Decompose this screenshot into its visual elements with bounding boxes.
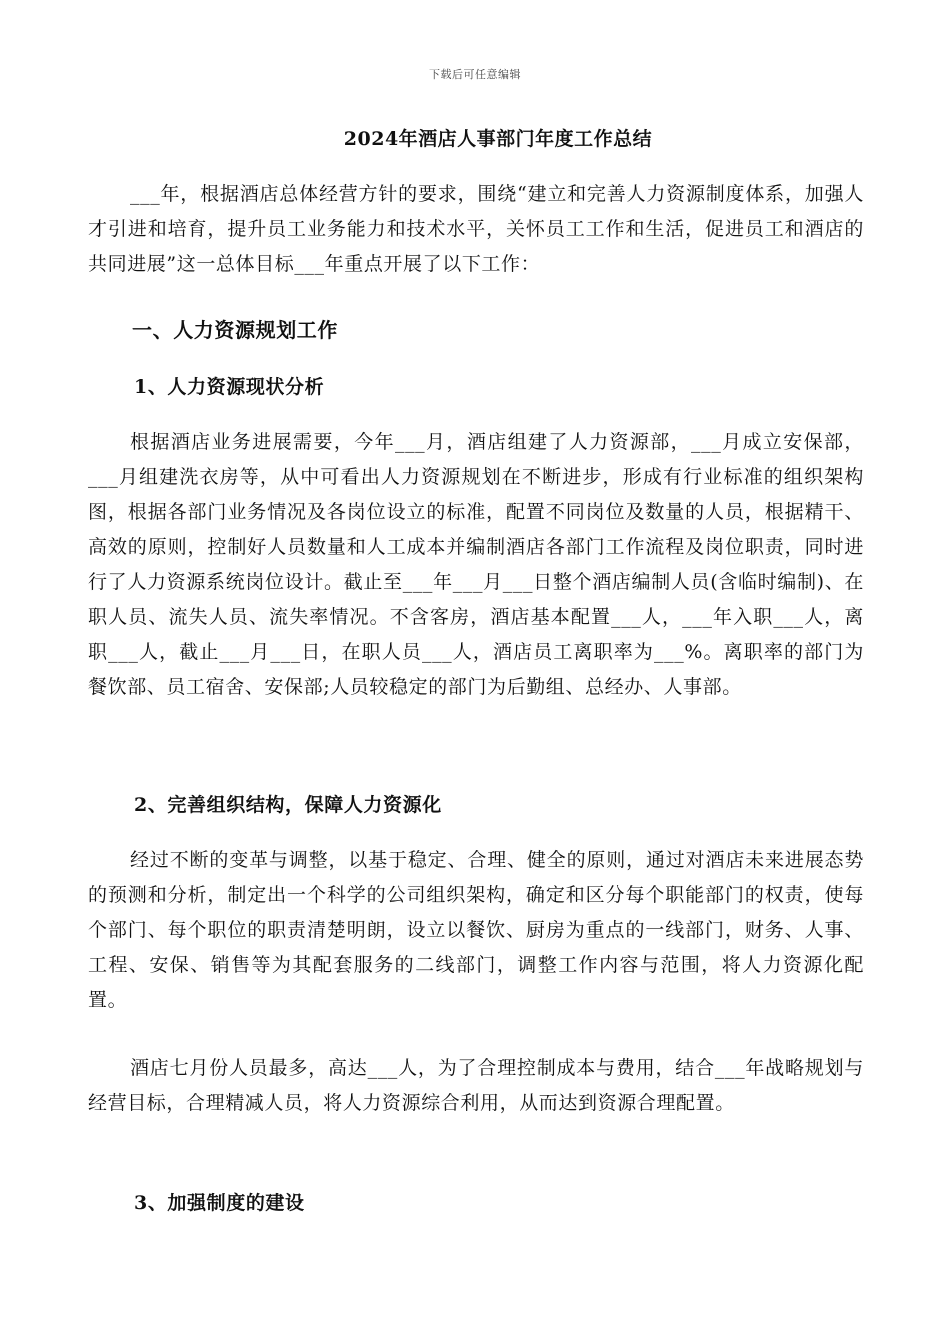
intro-paragraph: ___年，根据酒店总体经营方针的要求，围绕“建立和完善人力资源制度体系，加强人才引进和培育，提升员工业务能力和技术水平，关怀员工工作和生活，促进员工和酒店的共同进展”这一总体目标___年重点开展了以下工作：: [88, 183, 864, 275]
document-title: 2024年酒店人事部门年度工作总结: [343, 128, 653, 150]
header-note: 下载后可任意编辑: [429, 68, 521, 81]
paragraph-staffing: 酒店七月份人员最多，高达___人，为了合理控制成本与费用，结合___年战略规划与经营目标，合理精减人员，将人力资源综合利用，从而达到资源合理配置。: [88, 1057, 864, 1114]
paragraph-status-analysis: 根据酒店业务进展需要，今年___月，酒店组建了人力资源部，___月成立安保部，___月组建洗衣房等，从中可看出人力资源规划在不断进步，形成有行业标准的组织架构图，根据各部门业务情况及各岗位设立的标准，配置不同岗位及数量的人员，根据精干、高效的原则，控制好人员数量和人工成本并编制酒店各部门工作流程及岗位职责，同时进行了人力资源系统岗位设计。截止至___年___月___日整个酒店编制人员(含临时编制)、在职人员、流失人员、流失率情况。不含客房，酒店基本配置___人，___年入职___人，离职___人，截止___月___日，在职人员___人，酒店员工离职率为___%。离职率的部门为餐饮部、员工宿舍、安保部;人员较稳定的部门为后勤组、总经办、人事部。: [88, 431, 864, 698]
paragraph-org-structure: 经过不断的变革与调整，以基于稳定、合理、健全的原则，通过对酒店未来进展态势的预测和分析，制定出一个科学的公司组织架构，确定和区分每个职能部门的权责，使每个部门、每个职位的职责清楚明朗，设立以餐饮、厨房为重点的一线部门，财务、人事、工程、安保、销售等为其配套服务的二线部门，调整工作内容与范围，将人力资源化配置。: [88, 849, 864, 1011]
section-heading-hr-planning: 一、人力资源规划工作: [132, 318, 338, 342]
subheading-org-structure: 2、完善组织结构，保障人力资源化: [134, 794, 442, 816]
subheading-system-building: 3、加强制度的建设: [134, 1192, 305, 1214]
subheading-status-analysis: 1、人力资源现状分析: [134, 376, 325, 398]
